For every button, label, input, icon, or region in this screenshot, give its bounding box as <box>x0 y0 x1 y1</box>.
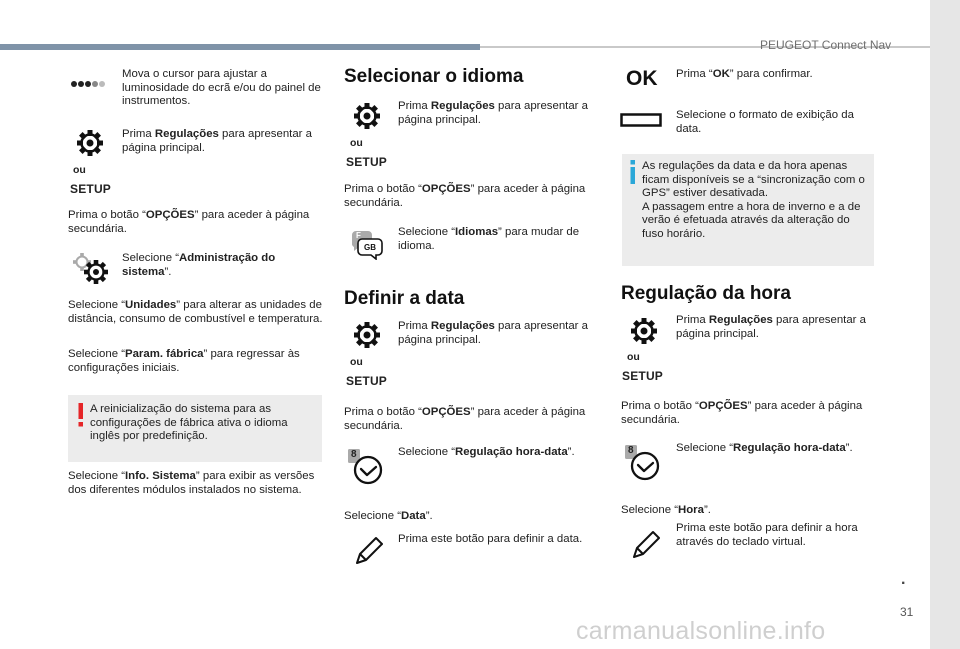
system-info-text: Selecione “Info. Sistema” para exibir as versões dos diferentes módulos instalados no sistema. <box>68 470 315 496</box>
language-text: Selecione “Idiomas” para mudar de idioma. <box>398 226 580 252</box>
admin-text: Selecione “Administração do sistema”. <box>122 252 276 278</box>
settings-text: Prima Regulações para apresentar a página principal. <box>676 314 866 340</box>
pencil-icon <box>352 534 386 568</box>
warning-text: A reinicialização do sistema para as configurações de fábrica ativa o idioma inglês por predefinição. <box>90 403 288 443</box>
header-brand: PEUGEOT Connect Nav <box>760 38 892 52</box>
continue-mark: . <box>901 571 906 588</box>
settings-text: Prima Regulações para apresentar a página principal. <box>122 128 312 154</box>
setup-label: SETUP <box>346 374 388 388</box>
info-note-text: As regulações da data e da hora apenas ficam disponíveis se a “sincronização com o GPS” estiver desativada. A passagem entre a hora de inverno e a de verão é efetuada através da alteração do fuso horário. <box>642 160 865 240</box>
section-title-language: Selecionar o idioma <box>344 66 524 87</box>
options-text: Prima o botão “OPÇÕES” para aceder à página secundária. <box>344 183 586 209</box>
section-title-time: Regulação da hora <box>621 283 791 304</box>
date-time-text: Selecione “Regulação hora-data”. <box>676 442 853 454</box>
page-side-band <box>930 0 960 649</box>
warning-exclamation-icon <box>76 403 86 427</box>
page-number: 31 <box>900 605 914 619</box>
settings-text: Prima Regulações para apresentar a página principal. <box>398 100 588 126</box>
setup-label: SETUP <box>346 155 388 169</box>
options-text: Prima o botão “OPÇÕES” para aceder à página secundária. <box>68 209 310 235</box>
units-text: Selecione “Unidades” para alterar as unidades de distância, consumo de combustível e temperatura. <box>68 299 323 325</box>
date-select-text: Selecione “Data”. <box>344 510 433 522</box>
or-label: ou <box>627 351 640 363</box>
gear-icon <box>352 101 382 131</box>
options-text: Prima o botão “OPÇÕES” para aceder à página secundária. <box>621 400 863 426</box>
calendar-number: 8 <box>628 445 634 456</box>
gear-icon <box>352 320 382 350</box>
gear-icon <box>75 128 105 158</box>
system-admin-gears-icon <box>72 252 112 286</box>
brightness-dots-icon <box>70 77 110 91</box>
or-label: ou <box>73 164 86 176</box>
or-label: ou <box>350 137 363 149</box>
options-text: Prima o botão “OPÇÕES” para aceder à página secundária. <box>344 406 586 432</box>
pencil-icon <box>629 528 663 562</box>
flag-gb-label: GB <box>364 243 376 252</box>
section-title-date: Definir a data <box>344 288 465 309</box>
or-label: ou <box>350 356 363 368</box>
watermark: carmanualsonline.info <box>576 617 826 645</box>
header-accent-bar <box>0 44 480 50</box>
ok-icon: OK <box>626 67 658 90</box>
settings-text: Prima Regulações para apresentar a página principal. <box>398 320 588 346</box>
setup-label: SETUP <box>622 369 664 383</box>
flag-f-label: F <box>356 231 361 240</box>
info-icon <box>628 160 638 186</box>
hour-select-text: Selecione “Hora”. <box>621 504 711 516</box>
format-selector-icon <box>620 113 662 129</box>
pencil-date-text: Prima este botão para definir a data. <box>398 533 583 545</box>
factory-text: Selecione “Param. fábrica” para regressar às configurações iniciais. <box>68 348 300 374</box>
calendar-number: 8 <box>351 449 357 460</box>
date-time-text: Selecione “Regulação hora-data”. <box>398 446 575 458</box>
gear-icon <box>629 316 659 346</box>
date-format-text: Selecione o formato de exibição da data. <box>676 109 854 135</box>
pencil-time-text: Prima este botão para definir a hora através do teclado virtual. <box>676 522 858 548</box>
ok-text: Prima “OK” para confirmar. <box>676 68 813 80</box>
brightness-text: Mova o cursor para ajustar a luminosidade do ecrã e/ou do painel de instrumentos. <box>122 68 321 108</box>
setup-label: SETUP <box>70 182 112 196</box>
